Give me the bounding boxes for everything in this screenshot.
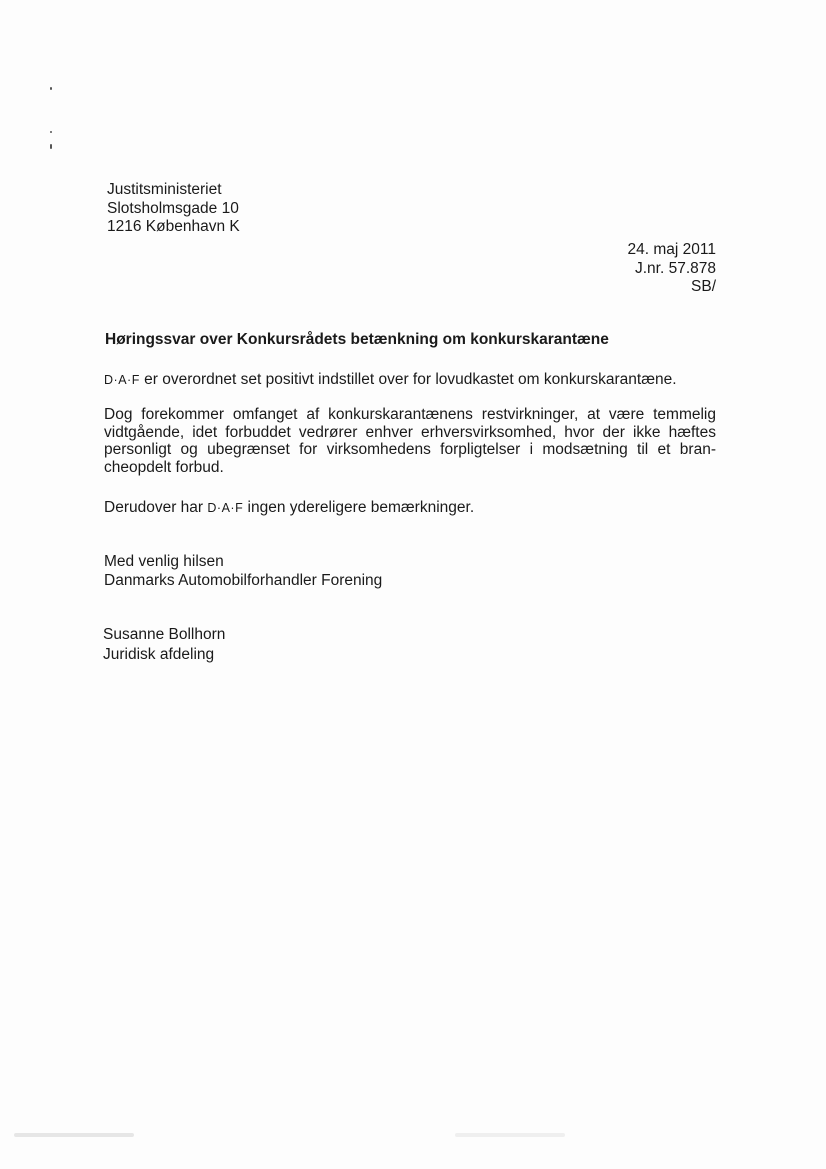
- letter-subject: Høringssvar over Konkursrådets betænkning om konkurskarantæne: [105, 331, 609, 348]
- scan-speck: [50, 144, 52, 149]
- closing-block: [104, 553, 382, 590]
- letter-meta: [628, 241, 716, 297]
- journal-number: J.nr. 57.878: [634, 259, 716, 277]
- author-initials: SB/: [691, 278, 716, 295]
- paragraph-2-line: Dog forekommer omfanget af konkurskarantænens restvirkninger, at være temmelig: [104, 406, 716, 423]
- letter-date: 24. maj 2011: [627, 241, 716, 258]
- scan-smudge: [455, 1133, 565, 1137]
- org-abbreviation: D·A·F: [207, 501, 244, 515]
- recipient-address: [107, 181, 240, 237]
- paragraph-2: [104, 406, 716, 476]
- recipient-city: 1216 København K: [107, 218, 240, 235]
- recipient-street: Slotsholmsgade 10: [107, 199, 239, 217]
- signer-department: Juridisk afdeling: [103, 646, 215, 663]
- paragraph-2-line: vidtgående, idet forbuddet vedrører enhver erhversvirksomhed, hvor der ikke hæftes: [104, 423, 716, 441]
- paragraph-3-text: ingen ydereligere bemærkninger.: [243, 499, 475, 516]
- paragraph-3: [104, 499, 716, 518]
- org-abbreviation: D·A·F: [104, 373, 140, 387]
- paragraph-3-start: Derudover har: [104, 499, 208, 516]
- scan-speck: [50, 87, 52, 90]
- paragraph-1-text: er overordnet set positivt indstillet over for lovudkastet om konkurskarantæne.: [139, 371, 677, 388]
- signer-name: Susanne Bollhorn: [103, 626, 226, 643]
- paragraph-2-line: personligt og ubegrænset for virksomhedens forpligtelser i modsætning til et bran-: [104, 441, 716, 458]
- paragraph-1: [104, 371, 716, 390]
- paragraph-2-line: cheopdelt forbud.: [104, 458, 224, 476]
- signature-block: [103, 625, 225, 665]
- closing-greeting: Med venlig hilsen: [104, 553, 224, 570]
- scan-speck: [50, 131, 52, 133]
- recipient-name: Justitsministeriet: [107, 181, 222, 198]
- scan-footer-noise: [0, 1128, 826, 1142]
- closing-organization: Danmarks Automobilforhandler Forening: [104, 571, 383, 589]
- scan-smudge: [14, 1133, 134, 1137]
